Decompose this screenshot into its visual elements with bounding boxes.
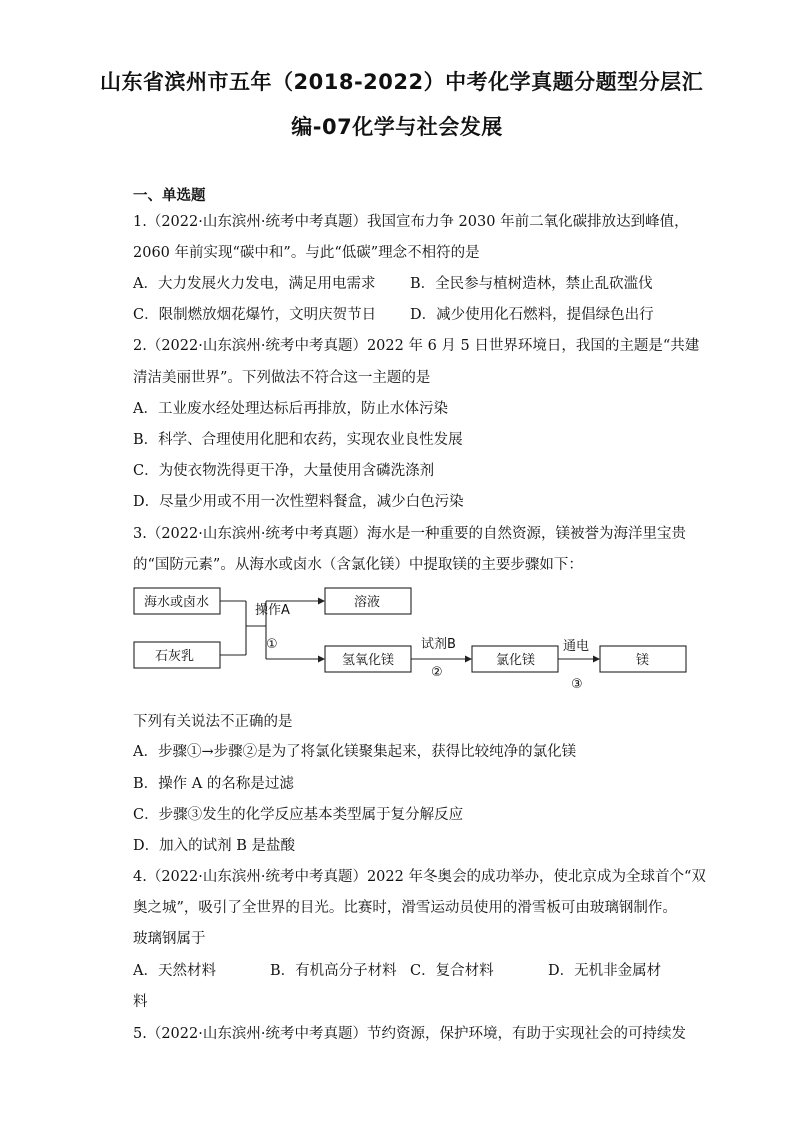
arrow-to-solution: [318, 598, 325, 605]
q3-stem-line-2: 的“国防元素”。从海水或卤水（含氯化镁）中提取镁的主要步骤如下：: [133, 557, 583, 573]
label-step-3: ③: [571, 677, 583, 692]
q2-stem-line-2: 清洁美丽世界”。下列做法不符合这一主题的是: [133, 370, 431, 386]
q2-option-d: D．尽量少用或不用一次性塑料餐盒，减少白色污染: [133, 494, 464, 510]
q4-option-d: D．无机非金属材: [548, 963, 662, 979]
document-title-line-2: 编-07化学与社会发展: [291, 115, 503, 139]
label-magnesium: 镁: [636, 653, 650, 668]
q1-stem-line-2: 2060 年前实现“碳中和”。与此“低碳”理念不相符的是: [133, 245, 480, 261]
label-seawater: 海水或卤水: [144, 595, 210, 610]
q3-option-c: C．步骤③发生的化学反应基本类型属于复分解反应: [133, 807, 464, 823]
arrow-to-magnesium: [593, 656, 600, 663]
q5-stem-line-1: 5.（2022·山东滨州·统考中考真题）节约资源，保护环境，有助于实现社会的可持续发: [133, 1026, 686, 1042]
q1-option-a: A．大力发展火力发电，满足用电需求: [133, 276, 376, 292]
arrow-to-magnesium-hydroxide: [318, 656, 325, 663]
q2-option-c: C．为使衣物洗得更干净，大量使用含磷洗涤剂: [133, 463, 435, 479]
label-step-2: ②: [431, 665, 443, 680]
q1-stem-line-1: 1.（2022·山东滨州·统考中考真题）我国宣布力争 2030 年前二氧化碳排放达到峰值，: [133, 214, 689, 230]
q4-stem-line-1: 4.（2022·山东滨州·统考中考真题）2022 年冬奥会的成功举办，使北京成为全球首个“双: [133, 869, 706, 885]
q2-option-b: B．科学、合理使用化肥和农药，实现农业良性发展: [133, 432, 463, 448]
q4-option-a: A．天然材料: [133, 963, 216, 979]
q3-option-d: D．加入的试剂 B 是盐酸: [133, 838, 295, 854]
q3-option-a: A．步骤①→步骤②是为了将氯化镁聚集起来，获得比较纯净的氯化镁: [133, 744, 577, 760]
q3-stem-line-1: 3.（2022·山东滨州·统考中考真题）海水是一种重要的自然资源，镁被誉为海洋里宝贵: [133, 526, 686, 542]
q4-option-c: C．复合材料: [410, 963, 494, 979]
arrow-to-magnesium-chloride: [465, 656, 472, 663]
q3-option-b: B．操作 A 的名称是过滤: [133, 776, 294, 792]
q1-option-d: D．减少使用化石燃料，提倡绿色出行: [410, 307, 654, 323]
q3-prompt: 下列有关说法不正确的是: [133, 714, 293, 730]
label-operation-a: 操作A: [255, 603, 290, 618]
magnesium-extraction-flowchart: [130, 584, 690, 694]
q4-option-d-wrap: 料: [133, 994, 148, 1010]
q4-option-b: B．有机高分子材料: [270, 963, 397, 979]
q2-stem-line-1: 2.（2022·山东滨州·统考中考真题）2022 年 6 月 5 日世界环境日，我国的主题是“共建: [133, 338, 700, 354]
label-reagent-b: 试剂B: [421, 637, 456, 652]
label-step-1: ①: [266, 637, 278, 652]
q2-option-a: A．工业废水经处理达标后再排放，防止水体污染: [133, 401, 448, 417]
label-magnesium-hydroxide: 氢氧化镁: [342, 653, 395, 668]
document-title-line-1: 山东省滨州市五年（2018-2022）中考化学真题分题型分层汇: [100, 70, 704, 94]
section-heading: 一、单选题: [133, 188, 206, 204]
label-electrify: 通电: [563, 639, 590, 654]
label-lime-milk: 石灰乳: [155, 649, 195, 664]
q4-stem-line-2: 奥之城”，吸引了全世界的目光。比赛时，滑雪运动员使用的滑雪板可由玻璃钢制作。: [133, 900, 677, 916]
label-magnesium-chloride: 氯化镁: [496, 653, 536, 668]
q1-option-b: B．全民参与植树造林，禁止乱砍滥伐: [410, 276, 653, 292]
q4-stem-line-3: 玻璃钢属于: [133, 931, 206, 947]
label-solution: 溶液: [354, 595, 381, 610]
q1-option-c: C．限制燃放烟花爆竹，文明庆贺节日: [133, 307, 377, 323]
